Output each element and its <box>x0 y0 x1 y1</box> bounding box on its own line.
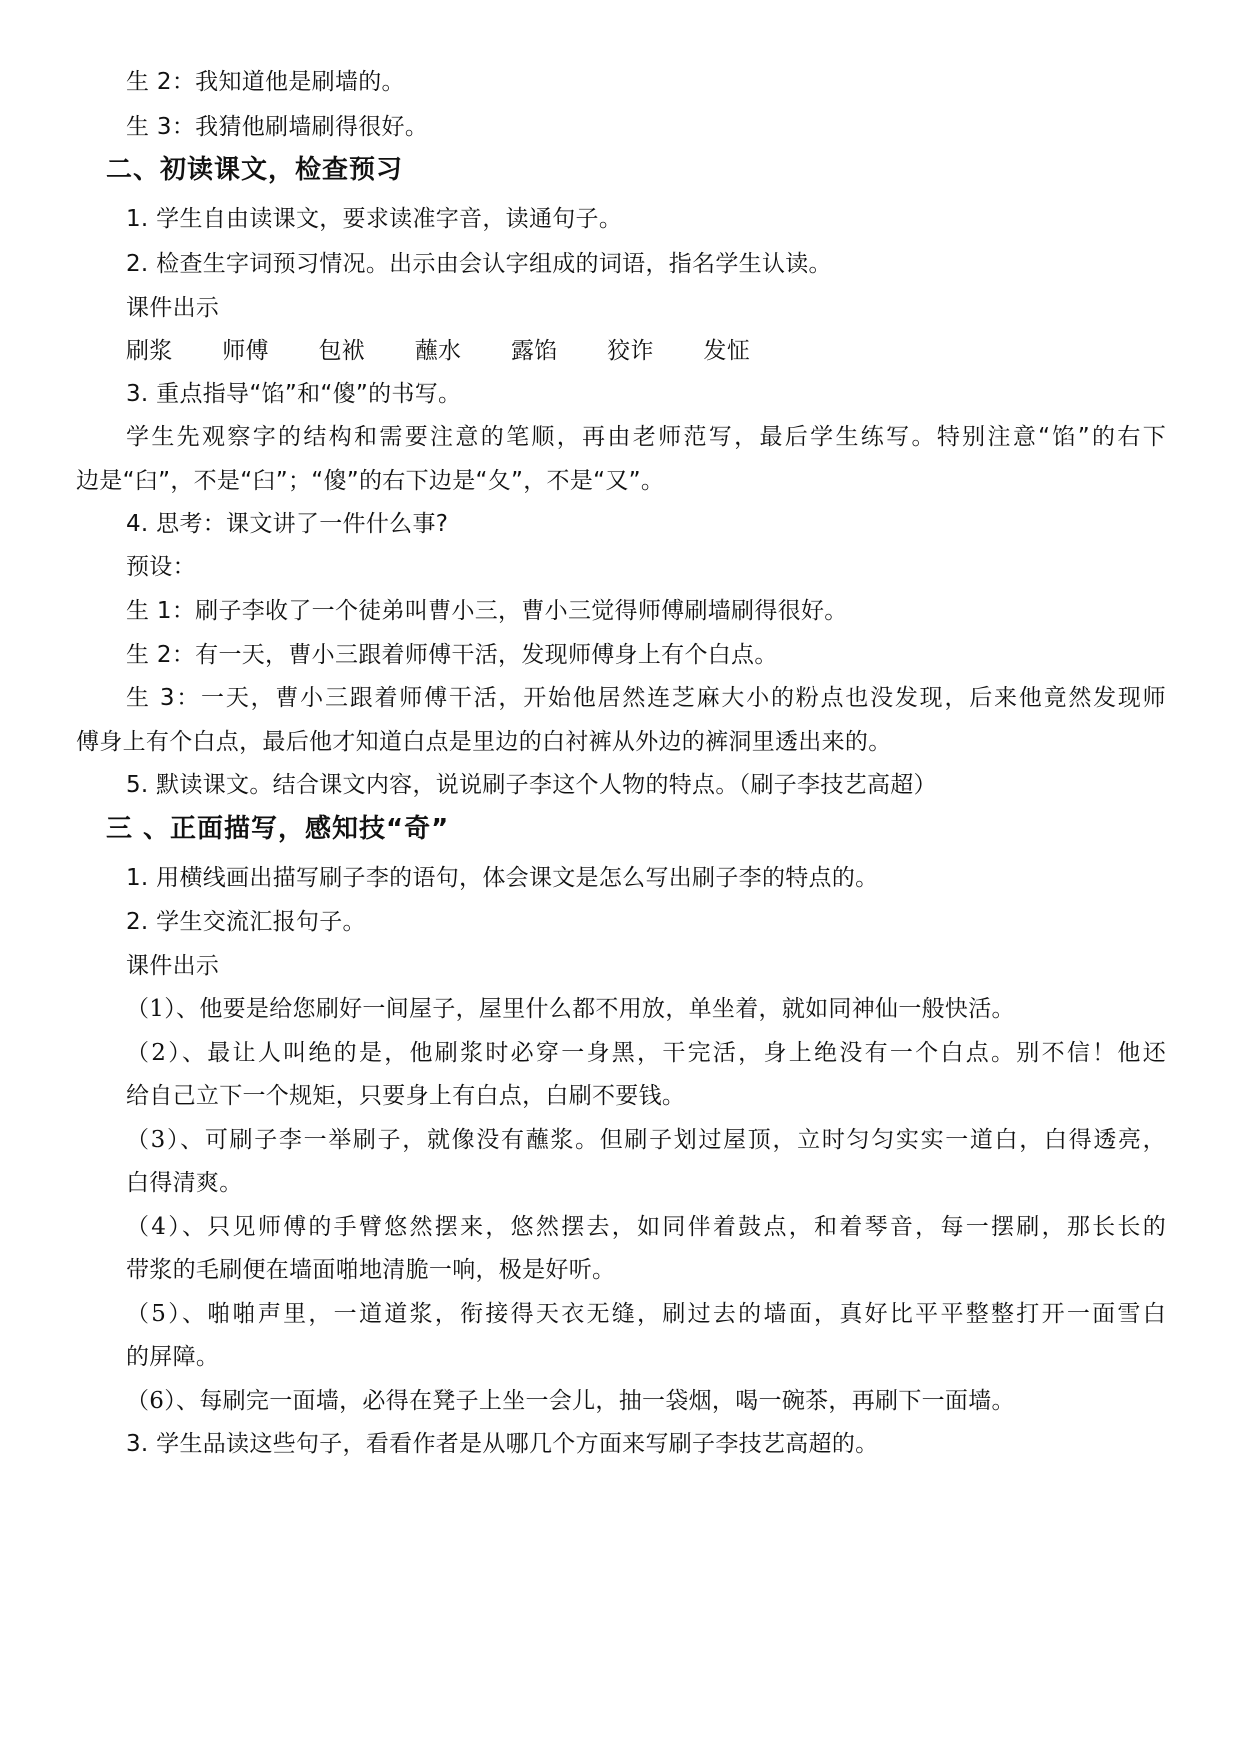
quote-5-line2: 的屏障。 <box>126 1344 220 1370</box>
quote-2-line1: （2）、最让人叫绝的是，他刷浆时必穿一身黑，干完活，身上绝没有一个白点。别不信！他还 <box>126 1040 1166 1066</box>
s3-step-1: 1. 用横线画出描写刷子李的语句，体会课文是怎么写出刷子李的特点的。 <box>126 865 879 891</box>
step-3: 3. 重点指导“馅”和“傻”的书写。 <box>126 381 462 407</box>
student-answer-2: 生 2：我知道他是刷墙的。 <box>126 69 405 95</box>
preset-answer-2: 生 2：有一天，曹小三跟着师傅干活，发现师傅身上有个白点。 <box>126 642 778 668</box>
vocab-word: 蘸水 <box>414 338 462 364</box>
step-5: 5. 默读课文。结合课文内容，说说刷子李这个人物的特点。（刷子李技艺高超） <box>126 772 937 798</box>
preset-answer-3-line1: 生 3：一天，曹小三跟着师傅干活，开始他居然连芝麻大小的粉点也没发现，后来他竟然发现师 <box>126 685 1166 711</box>
preset-answer-1: 生 1：刷子李收了一个徒弟叫曹小三，曹小三觉得师傅刷墙刷得很好。 <box>126 598 848 624</box>
s3-courseware-label: 课件出示 <box>126 953 220 979</box>
vocab-word: 露馅 <box>510 338 558 364</box>
preset-answer-3-line2: 傅身上有个白点，最后他才知道白点是里边的白衬裤从外边的裤洞里透出来的。 <box>76 729 892 755</box>
quote-4-line2: 带浆的毛刷便在墙面啪地清脆一响，极是好听。 <box>126 1257 616 1283</box>
vocab-word: 发怔 <box>703 338 751 364</box>
step-1: 1. 学生自由读课文，要求读准字音，读通句子。 <box>126 206 623 232</box>
quote-1: （1）、他要是给您刷好一间屋子，屋里什么都不用放，单坐着，就如同神仙一般快活。 <box>126 996 1015 1022</box>
section-heading-2: 二、初读课文，检查预习 <box>106 155 404 185</box>
quote-3-line1: （3）、可刷子李一举刷子，就像没有蘸浆。但刷子划过屋顶，立时匀匀实实一道白，白得透亮， <box>126 1127 1166 1153</box>
s3-step-3: 3. 学生品读这些句子，看看作者是从哪几个方面来写刷子李技艺高超的。 <box>126 1431 879 1457</box>
student-answer-3: 生 3：我猜他刷墙刷得很好。 <box>126 114 429 140</box>
preset-label: 预设： <box>126 554 196 580</box>
quote-2-line2: 给自己立下一个规矩，只要身上有白点，白刷不要钱。 <box>126 1083 686 1109</box>
vocab-word: 狡诈 <box>607 338 654 364</box>
quote-6: （6）、每刷完一面墙，必得在凳子上坐一会儿，抽一袋烟，喝一碗茶，再刷下一面墙。 <box>126 1388 1015 1414</box>
step-4: 4. 思考：课文讲了一件什么事? <box>126 511 449 537</box>
quote-4-line1: （4）、只见师傅的手臂悠然摆来，悠然摆去，如同伴着鼓点，和着琴音，每一摆刷，那长长的 <box>126 1214 1166 1240</box>
vocab-word: 刷浆 <box>126 338 173 364</box>
quote-5-line1: （5）、啪啪声里，一道道浆，衔接得天衣无缝，刷过去的墙面，真好比平平整整打开一面雪白 <box>126 1301 1166 1327</box>
section-heading-3: 三 、正面描写，感知技“奇” <box>106 814 450 844</box>
vocab-word: 包袱 <box>318 338 366 364</box>
quote-3-line2: 白得清爽。 <box>126 1170 243 1196</box>
step-3-detail-line1: 学生先观察字的结构和需要注意的笔顺，再由老师范写，最后学生练写。特别注意“馅”的右下 <box>126 424 1166 450</box>
courseware-label: 课件出示 <box>126 295 220 321</box>
vocab-list <box>126 335 750 367</box>
step-2: 2. 检查生字词预习情况。出示由会认字组成的词语，指名学生认读。 <box>126 251 832 277</box>
step-3-detail-line2: 边是“臼”，不是“臼”；“傻”的右下边是“夂”，不是“又”。 <box>76 468 665 494</box>
vocab-word: 师傅 <box>222 338 269 364</box>
s3-step-2: 2. 学生交流汇报句子。 <box>126 909 366 935</box>
